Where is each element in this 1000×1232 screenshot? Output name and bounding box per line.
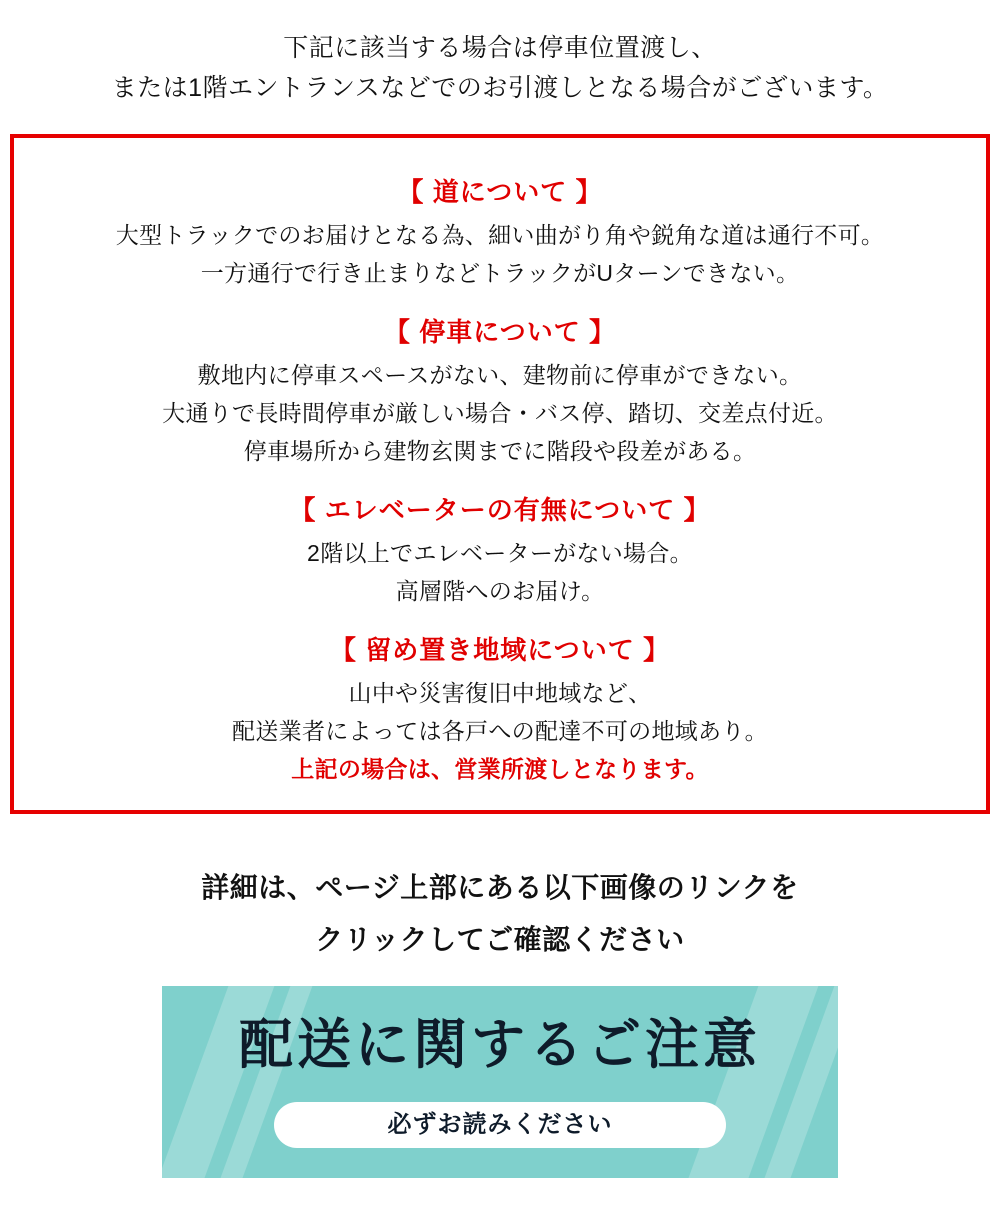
delivery-notice-box	[10, 134, 990, 814]
section-title: 【 停車について 】	[384, 317, 616, 347]
section-line: 一方通行で行き止まりなどトラックがUターンできない。	[200, 260, 800, 286]
section-title: 【 エレベーターの有無について 】	[289, 495, 711, 525]
section-line: 高層階へのお届け。	[395, 578, 605, 604]
section-line: 大型トラックでのお届けとなる為、細い曲がり角や鋭角な道は通行不可。	[115, 222, 885, 248]
callout-text	[0, 862, 1000, 966]
notice-section-road	[14, 168, 986, 292]
intro-text	[0, 0, 1000, 108]
section-spacer	[14, 294, 986, 308]
notice-content	[14, 138, 986, 788]
section-line: 大通りで長時間停車が厳しい場合・バス停、踏切、交差点付近。	[162, 400, 838, 426]
delivery-notice-banner[interactable]	[162, 986, 838, 1178]
section-line: 敷地内に停車スペースがない、建物前に停車ができない。	[197, 362, 803, 388]
banner-title: 配送に関するご注意	[239, 1015, 761, 1075]
section-line: 配送業者によっては各戸への配達不可の地域あり。	[232, 718, 768, 744]
section-spacer	[14, 472, 986, 486]
section-line: 2階以上でエレベーターがない場合。	[307, 540, 693, 566]
notice-section-holding-area	[14, 626, 986, 788]
section-title: 【 留め置き地域について 】	[330, 635, 670, 665]
intro-line-1: 下記に該当する場合は停車位置渡し、	[283, 34, 717, 62]
notice-section-elevator	[14, 486, 986, 610]
callout-line-1: 詳細は、ページ上部にある以下画像のリンクを	[201, 872, 799, 903]
notice-section-parking	[14, 308, 986, 470]
section-line: 山中や災害復旧中地域など、	[348, 680, 652, 706]
section-line: 停車場所から建物玄関までに階段や段差がある。	[243, 438, 757, 464]
section-spacer	[14, 612, 986, 626]
banner-pill	[274, 1102, 726, 1148]
section-emphasis-line: 上記の場合は、営業所渡しとなります。	[291, 756, 709, 782]
banner-pill-label: 必ずお読みください	[387, 1111, 613, 1138]
intro-line-2: または1階エントランスなどでのお引渡しとなる場合がございます。	[111, 74, 889, 102]
callout-line-2: クリックしてご確認ください	[315, 924, 685, 955]
section-title: 【 道について 】	[397, 177, 603, 207]
